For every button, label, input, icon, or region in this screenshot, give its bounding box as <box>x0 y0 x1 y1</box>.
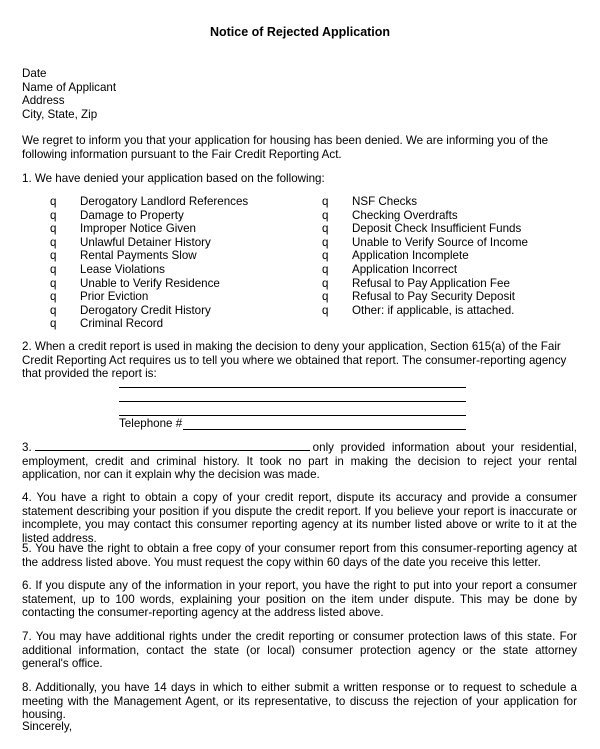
checkbox-glyph: q <box>322 249 329 263</box>
checkbox-glyph: q <box>50 317 57 331</box>
reason-label: Criminal Record <box>80 317 164 331</box>
reasons-left-list <box>50 195 248 331</box>
reason-item <box>50 317 248 331</box>
agency-line-1 <box>119 387 466 388</box>
reason-item <box>322 304 528 318</box>
item-5-paragraph: 5. You have the right to obtain a free copy of your consumer report from this consumer-reporting agency at the address listed above. You must request the copy within 60 days of the date you receive this letter. <box>22 542 577 569</box>
checkbox-glyph: q <box>322 208 329 222</box>
reason-item <box>322 222 528 236</box>
item-3-paragraph <box>22 440 577 482</box>
reason-item <box>322 277 528 291</box>
reason-label: Unlawful Detainer History <box>80 235 211 249</box>
checkbox-glyph: q <box>50 208 57 222</box>
checkbox-glyph: q <box>322 303 329 317</box>
reason-label: Checking Overdrafts <box>352 208 458 222</box>
reason-label: Refusal to Pay Application Fee <box>352 276 510 290</box>
item-1-heading: 1. We have denied your application based on the following: <box>22 172 325 185</box>
reason-item <box>50 263 248 277</box>
reason-label: Unable to Verify Source of Income <box>352 235 528 249</box>
reason-label: Derogatory Landlord References <box>80 195 249 208</box>
city-state-zip-line: City, State, Zip <box>22 107 98 121</box>
checkbox-glyph: q <box>50 249 57 263</box>
reason-label: Rental Payments Slow <box>80 249 197 263</box>
reason-item <box>50 277 248 291</box>
checkbox-glyph: q <box>50 290 57 304</box>
telephone-blank <box>183 418 466 430</box>
reason-label: Derogatory Credit History <box>80 303 211 317</box>
date-line: Date <box>22 67 47 80</box>
reason-label: Application Incorrect <box>352 262 458 276</box>
reason-label: Lease Violations <box>80 262 165 276</box>
reason-item <box>322 249 528 263</box>
checkbox-glyph: q <box>50 195 57 208</box>
checkbox-glyph: q <box>50 276 57 290</box>
reasons-right-list <box>322 195 528 317</box>
page-title: Notice of Rejected Application <box>209 25 391 39</box>
item-3-text: only provided information about your residential, employment, credit and criminal history. It took no part in making the decision to reject your rental application, nor can it explain why the decision was made. <box>22 441 577 482</box>
checkbox-glyph: q <box>322 290 329 304</box>
item-3-number: 3. <box>22 441 32 454</box>
checkbox-glyph: q <box>50 303 57 317</box>
intro-paragraph: We regret to inform you that your application for housing has been denied. We are informing you of the following information pursuant to the Fair Credit Reporting Act. <box>22 134 549 161</box>
reason-item <box>50 209 248 223</box>
reason-label: NSF Checks <box>352 195 418 208</box>
telephone-line <box>119 417 466 430</box>
reason-label: Deposit Check Insufficient Funds <box>352 222 522 236</box>
reason-label: Unable to Verify Residence <box>80 276 220 290</box>
agency-line-3 <box>119 415 466 416</box>
closing: Sincerely, <box>22 720 73 733</box>
reason-item <box>322 195 528 209</box>
reason-label: Refusal to Pay Security Deposit <box>352 290 516 304</box>
reason-item <box>50 290 248 304</box>
address-block <box>22 67 116 121</box>
reason-item <box>50 222 248 236</box>
reason-item <box>50 236 248 250</box>
telephone-label: Telephone # <box>119 417 183 430</box>
reason-label: Other: if applicable, is attached. <box>352 303 515 317</box>
agency-name-blank <box>35 440 310 451</box>
reason-item <box>322 236 528 250</box>
checkbox-glyph: q <box>50 222 57 236</box>
item-2-paragraph: 2. When a credit report is used in making the decision to deny your application, Section 615(a) of the Fair Credit Reporting Act requires us to tell you where we obtained that report. The consumer-reporting agency that provided the report is: <box>22 340 567 381</box>
reason-item <box>322 290 528 304</box>
checkbox-glyph: q <box>322 262 329 276</box>
item-8-paragraph: 8. Additionally, you have 14 days in which to either submit a written response or to request to schedule a meeting with the Management Agent, or its representative, to discuss the rejection of your application for housing. <box>22 681 577 722</box>
reason-label: Prior Eviction <box>80 290 149 304</box>
checkbox-glyph: q <box>50 235 57 249</box>
checkbox-glyph: q <box>322 195 329 208</box>
address-line: Address <box>22 94 65 108</box>
checkbox-glyph: q <box>322 235 329 249</box>
reason-item <box>322 209 528 223</box>
checkbox-glyph: q <box>50 262 57 276</box>
reason-item <box>322 263 528 277</box>
item-6-paragraph: 6. If you dispute any of the information in your report, you have the right to put into your report a consumer statement, up to 100 words, explaining your position on the item under dispute. This may be done by contacting the consumer-reporting agency at the address listed above. <box>22 579 577 620</box>
checkbox-glyph: q <box>322 222 329 236</box>
reason-label: Application Incomplete <box>352 249 469 263</box>
agency-line-2 <box>119 401 466 402</box>
reason-item <box>50 249 248 263</box>
item-7-paragraph: 7. You may have additional rights under the credit reporting or consumer protection laws of this state. For additional information, contact the state (or local) consumer protection agency or the state attorney general's office. <box>22 630 577 671</box>
reason-item <box>50 195 248 209</box>
applicant-name-line: Name of Applicant <box>22 80 117 94</box>
checkbox-glyph: q <box>322 276 329 290</box>
reason-item <box>50 304 248 318</box>
reason-label: Improper Notice Given <box>80 222 196 236</box>
reason-label: Damage to Property <box>80 208 184 222</box>
item-4-paragraph: 4. You have a right to obtain a copy of your credit report, dispute its accuracy and provide a consumer statement describing your position if you dispute the credit report. If you believe your report is inaccurate or incomplete, you may contact this consumer reporting agency at its number listed above or write to it at the listed address. <box>22 491 577 545</box>
